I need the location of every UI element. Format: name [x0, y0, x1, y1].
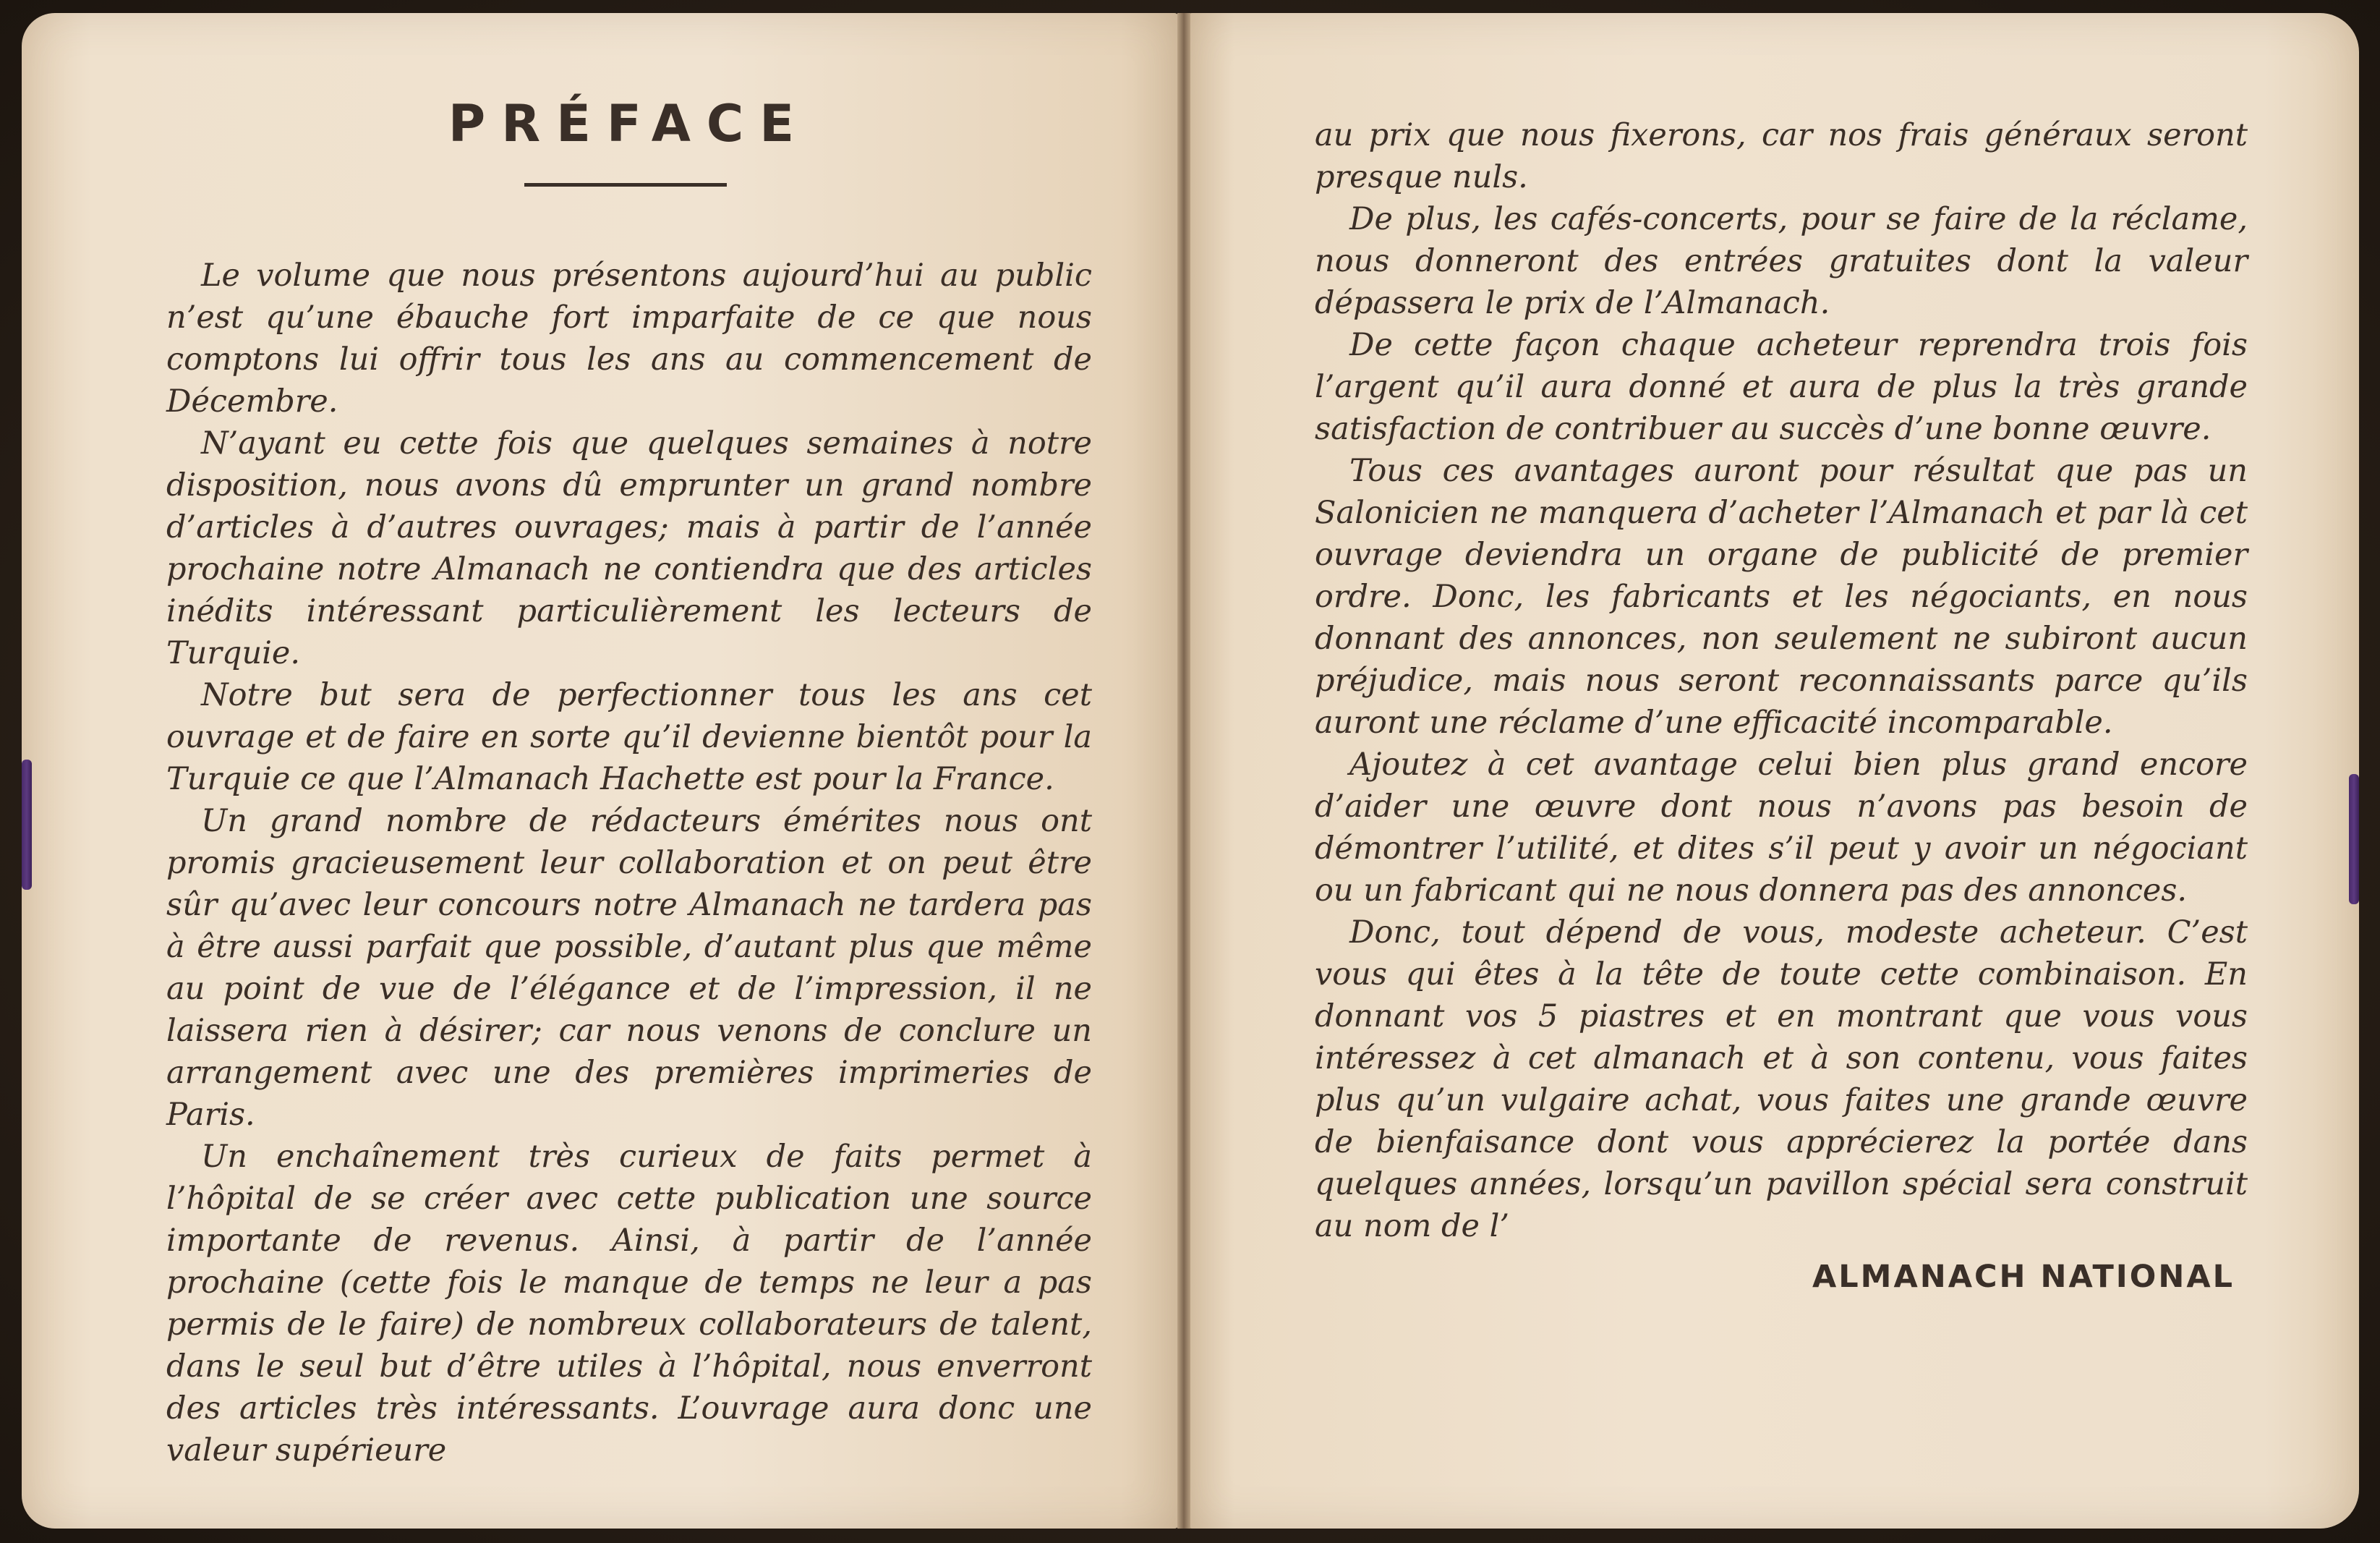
left-text-column: [166, 255, 1092, 1471]
paragraph: Un grand nombre de rédacteurs émérites nous ont promis gracieusement leur collaboration et on peut être sûr qu’avec leur concours notre Almanach ne tardera pas à être aussi parfait que possible, d’autant plus que même au point de vue de l’élégance et de l’impression, il ne laissera rien à désirer; car nous venons de conclure un arrangement avec une des premières imprimeries de Paris.: [166, 803, 1092, 1133]
paragraph: De plus, les cafés-concerts, pour se faire de la réclame, nous donneront des entrées gratuites dont la valeur dépassera le prix de l’Almanach.: [1315, 201, 2248, 321]
paragraph-continuation: au prix que nous fixerons, car nos frais généraux seront presque nuls.: [1315, 117, 2248, 195]
paragraph: Ajoutez à cet avantage celui bien plus grand encore d’aider une œuvre dont nous n’avons pas besoin de démontrer l’utilité, et dites s’il peut y avoir un négociant ou un fabricant qui ne nous donnera pas des annonces.: [1315, 747, 2248, 909]
left-ribbon-mark: [22, 760, 32, 890]
paragraph: Notre but sera de perfectionner tous les ans cet ouvrage et de faire en sorte qu’il devienne bientôt pour la Turquie ce que l’Almanach Hachette est pour la France.: [166, 677, 1092, 797]
signature: ALMANACH NATIONAL: [1812, 1259, 2235, 1295]
book-gutter: [1177, 13, 1190, 1529]
paragraph: Le volume que nous présentons aujourd’hui au public n’est qu’une ébauche fort imparfaite de ce que nous comptons lui offrir tous les ans au commencement de Décembre.: [166, 258, 1092, 420]
title-rule: [524, 183, 727, 187]
right-ribbon-mark: [2349, 774, 2359, 904]
paragraph: N’ayant eu cette fois que quelques semaines à notre disposition, nous avons dû emprunter un grand nombre d’articles à d’autres ouvrages; mais à partir de l’année prochaine notre Almanach ne contiendra que des articles inédits intéressant particulièrement les lecteurs de Turquie.: [166, 425, 1092, 671]
page-title: PRÉFACE: [448, 94, 811, 153]
right-text-column: [1315, 114, 2248, 1247]
paragraph: Tous ces avantages auront pour résultat que pas un Salonicien ne manquera d’acheter l’Almanach et par là cet ouvrage deviendra un organe de publicité de premier ordre. Donc, les fabricants et les négociants, en nous donnant des annonces, non seulement ne subiront aucun préjudice, mais nous seront reconnaissants parce qu’ils auront une réclame d’une efficacité incomparable.: [1315, 453, 2248, 741]
paragraph: Un enchaînement très curieux de faits permet à l’hôpital de se créer avec cette publication une source importante de revenus. Ainsi, à partir de l’année prochaine (cette fois le manque de temps ne leur a pas permis de le faire) de nombreux collaborateurs de talent, dans le seul but d’être utiles à l’hôpital, nous enverront des articles très intéressants. L’ouvrage aura donc une valeur supérieure: [166, 1139, 1092, 1468]
paragraph: De cette façon chaque acheteur reprendra trois fois l’argent qu’il aura donné et aura de plus la très grande satisfaction de contribuer au succès d’une bonne œuvre.: [1315, 327, 2248, 447]
paragraph: Donc, tout dépend de vous, modeste acheteur. C’est vous qui êtes à la tête de toute cette combinaison. En donnant vos 5 piastres et en montrant que vous vous intéressez à cet almanach et à son contenu, vous faites plus qu’un vulgaire achat, vous faites une grande œuvre de bienfaisance dont vous apprécierez la portée dans quelques années, lorsqu’un pavillon spécial sera construit au nom de l’: [1315, 914, 2248, 1244]
